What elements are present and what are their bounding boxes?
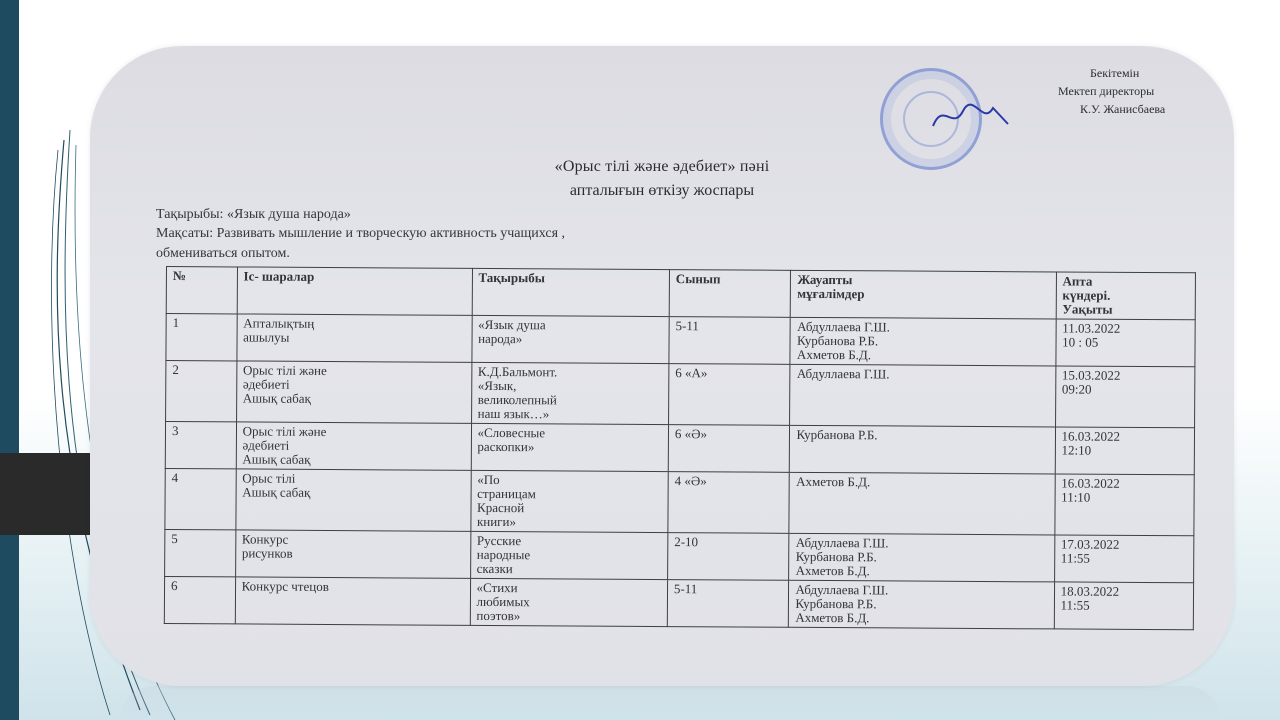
header-number: № [166,267,237,314]
document-photo [90,46,1234,686]
cell-class: 2-10 [668,533,790,581]
approval-line-3: К.У. Жанисбаева [1080,102,1166,116]
cell-class: 5-11 [669,317,791,365]
cell-activity: Орыс тілі және әдебиеті Ашық сабақ [236,361,471,423]
header-date-time: Апта күндері. Уақыты [1056,272,1196,320]
slide-dark-block [0,453,90,535]
cell-activity: Орыс тілі және әдебиеті Ашық сабақ [236,422,471,470]
cell-activity: Орыс тілі Ашық сабақ [235,469,470,531]
cell-date-time: 11.03.2022 10 : 05 [1055,319,1195,367]
document-goal-line-1: Мақсаты: Развивать мышление и творческую активность учащихся , [156,226,566,241]
table-row [165,422,1194,475]
photo-reflection [120,686,1220,720]
header-teachers: Жауапты мұғалімдер [791,270,1056,319]
table-row [166,361,1195,428]
header-class: Сынып [669,270,791,318]
header-activities: Іс- шаралар [237,267,472,315]
cell-teachers: Абдуллаева Г.Ш. Курбанова Р.Б. Ахметов Б.Д. [790,317,1055,366]
cell-date-time: 15.03.2022 09:20 [1055,366,1195,428]
cell-topic: «Словесные раскопки» [471,423,669,471]
table-row [166,314,1195,367]
document-title-line-2: апталығын өткізу жоспары [569,182,755,199]
cell-topic: «Стихи любимых поэтов» [470,578,668,626]
cell-number: 1 [166,314,237,361]
cell-number: 5 [165,529,236,576]
cell-date-time: 16.03.2022 12:10 [1055,427,1195,475]
document-goal-line-2: обмениваться опытом. [156,246,290,261]
document-title-line-1: «Орыс тілі және әдебиет» пәні [554,158,770,175]
cell-number: 3 [165,422,236,469]
table-row [164,576,1193,629]
table-header-row [166,267,1195,320]
cell-teachers: Ахметов Б.Д. [789,472,1054,535]
cell-teachers: Курбанова Р.Б. [790,425,1055,474]
table-row [165,529,1194,582]
cell-class: 4 «Ә» [668,472,790,534]
cell-teachers: Абдуллаева Г.Ш. Курбанова Р.Б. Ахметов Б.Д. [789,533,1054,582]
cell-topic: Русские народные сказки [470,531,668,579]
cell-class: 5-11 [667,580,789,628]
cell-topic: «По страницам Красной книги» [470,470,668,532]
cell-date-time: 18.03.2022 11:55 [1054,582,1194,630]
cell-teachers: Абдуллаева Г.Ш. [790,364,1055,427]
approval-block [1028,66,1218,120]
cell-number: 4 [165,468,236,529]
document-subject: Тақырыбы: «Язык душа народа» [156,207,351,222]
approval-line-2: Мектеп директоры [1058,84,1155,98]
cell-topic: К.Д.Бальмонт. «Язык, великолепный наш язык…» [471,362,669,424]
cell-topic: «Язык душа народа» [471,315,669,363]
table-row [165,468,1194,535]
cell-number: 6 [164,576,235,623]
header-topic: Тақырыбы [472,268,670,316]
cell-activity: Апталықтың ашылуы [237,314,472,362]
approval-line-1: Бекітемін [1090,66,1140,80]
cell-class: 6 «А» [668,364,790,426]
signature-mark [928,96,1018,136]
cell-class: 6 «Ә» [668,425,790,473]
cell-activity: Конкурс рисунков [235,530,470,578]
cell-date-time: 17.03.2022 11:55 [1054,535,1194,583]
cell-teachers: Абдуллаева Г.Ш. Курбанова Р.Б. Ахметов Б.Д. [789,580,1054,629]
events-plan-table [164,266,1196,630]
cell-date-time: 16.03.2022 11:10 [1054,474,1194,536]
cell-activity: Конкурс чтецов [235,577,470,625]
cell-number: 2 [166,361,237,422]
